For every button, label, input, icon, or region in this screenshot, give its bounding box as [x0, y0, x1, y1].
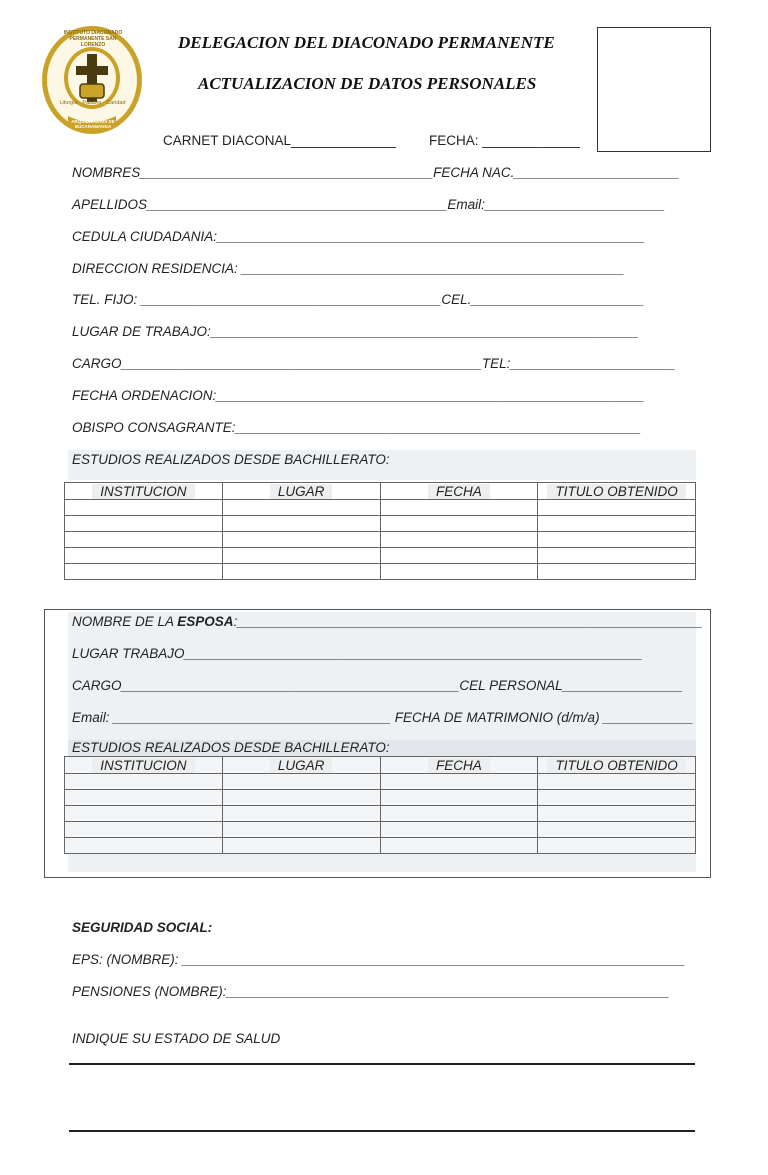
column-header: FECHA	[380, 757, 538, 774]
table-cell[interactable]	[65, 822, 223, 838]
table-cell[interactable]	[65, 500, 223, 516]
logo-ribbon-text: Liturgia · Palabra · Caridad	[59, 100, 126, 106]
table-cell[interactable]	[65, 548, 223, 564]
health-answer-line-2[interactable]	[69, 1130, 695, 1132]
cargo-field[interactable]: CARGO________________________________________________TEL:______________________	[72, 356, 676, 371]
table-cell[interactable]	[380, 774, 538, 790]
table-cell[interactable]	[538, 548, 696, 564]
esposa-lugar-trabajo-field[interactable]: LUGAR TRABAJO_____________________________________________________________	[72, 646, 643, 661]
fecha-ordenacion-field[interactable]: FECHA ORDENACION:_________________________________________________________	[72, 388, 645, 403]
spouse-studies-table	[64, 756, 696, 854]
table-cell[interactable]	[380, 548, 538, 564]
table-header-row	[65, 757, 696, 774]
column-header: INSTITUCION	[65, 483, 223, 500]
logo-bottom-text: ARQUIDIOCESIS DE BUCARAMANGA	[71, 119, 115, 129]
table-cell[interactable]	[538, 564, 696, 580]
lugar-trabajo-field[interactable]: LUGAR DE TRABAJO:_________________________________________________________	[72, 324, 639, 339]
org-title: DELEGACION DEL DIACONADO PERMANENTE	[178, 33, 555, 52]
table-cell[interactable]	[222, 822, 380, 838]
esposa-cargo-field[interactable]: CARGO_____________________________________________CEL PERSONAL________________	[72, 678, 683, 693]
table-row	[65, 838, 696, 854]
table-row	[65, 500, 696, 516]
fecha-field[interactable]: FECHA: _____________	[429, 133, 580, 148]
nombre-esposa-suffix: :______________________________________________________________	[233, 614, 703, 629]
table-cell[interactable]	[380, 564, 538, 580]
table-cell[interactable]	[380, 822, 538, 838]
table-cell[interactable]	[222, 790, 380, 806]
studies-heading: ESTUDIOS REALIZADOS DESDE BACHILLERATO:	[72, 452, 390, 467]
table-row	[65, 548, 696, 564]
nombre-esposa-bold: ESPOSA	[177, 614, 234, 629]
column-header: LUGAR	[222, 483, 380, 500]
photo-box[interactable]	[597, 27, 711, 152]
logo	[40, 24, 145, 140]
table-cell[interactable]	[538, 500, 696, 516]
table-row	[65, 532, 696, 548]
health-answer-line-1[interactable]	[69, 1063, 695, 1065]
table-header-row	[65, 483, 696, 500]
table-cell[interactable]	[222, 806, 380, 822]
studies-table	[64, 482, 696, 580]
nombre-esposa-field[interactable]	[72, 614, 703, 629]
spouse-studies-heading: ESTUDIOS REALIZADOS DESDE BACHILLERATO:	[72, 740, 390, 755]
table-cell[interactable]	[380, 790, 538, 806]
apellidos-field[interactable]: APELLIDOS________________________________________Email:________________________	[72, 197, 666, 212]
pensiones-field[interactable]: PENSIONES (NOMBRE):___________________________________________________________	[72, 984, 670, 999]
table-row	[65, 516, 696, 532]
table-cell[interactable]	[222, 548, 380, 564]
seguridad-social-heading: SEGURIDAD SOCIAL:	[72, 920, 213, 935]
table-cell[interactable]	[538, 822, 696, 838]
table-cell[interactable]	[65, 564, 223, 580]
column-header: FECHA	[380, 483, 538, 500]
table-row	[65, 790, 696, 806]
table-cell[interactable]	[222, 516, 380, 532]
table-cell[interactable]	[222, 564, 380, 580]
table-cell[interactable]	[380, 516, 538, 532]
column-header: TITULO OBTENIDO	[538, 757, 696, 774]
table-cell[interactable]	[65, 838, 223, 854]
table-cell[interactable]	[538, 806, 696, 822]
table-cell[interactable]	[222, 500, 380, 516]
table-cell[interactable]	[380, 806, 538, 822]
table-row	[65, 822, 696, 838]
table-cell[interactable]	[222, 774, 380, 790]
table-cell[interactable]	[538, 516, 696, 532]
table-cell[interactable]	[65, 532, 223, 548]
column-header: LUGAR	[222, 757, 380, 774]
nombres-field[interactable]: NOMBRES_______________________________________FECHA NAC.______________________	[72, 165, 680, 180]
eps-field[interactable]: EPS: (NOMBRE): ___________________________________________________________________	[72, 952, 686, 967]
table-cell[interactable]	[65, 806, 223, 822]
table-cell[interactable]	[380, 838, 538, 854]
table-cell[interactable]	[538, 774, 696, 790]
table-cell[interactable]	[222, 532, 380, 548]
table-row	[65, 564, 696, 580]
telefono-field[interactable]: TEL. FIJO: ________________________________________CEL._______________________	[72, 292, 645, 307]
column-header: TITULO OBTENIDO	[538, 483, 696, 500]
table-row	[65, 774, 696, 790]
nombre-esposa-prefix: NOMBRE DE LA	[72, 614, 178, 629]
logo-top-text: INSTITUTO DIACONADO PERMANENTE SAN LORENZO	[63, 30, 123, 48]
table-cell[interactable]	[538, 838, 696, 854]
table-cell[interactable]	[380, 500, 538, 516]
column-header: INSTITUCION	[65, 757, 223, 774]
form-title: ACTUALIZACION DE DATOS PERSONALES	[198, 74, 537, 93]
table-cell[interactable]	[65, 516, 223, 532]
table-cell[interactable]	[380, 532, 538, 548]
cedula-field[interactable]: CEDULA CIUDADANIA:_________________________________________________________	[72, 229, 645, 244]
carnet-diaconal-field[interactable]: CARNET DIACONAL______________	[163, 133, 397, 148]
esposa-email-field[interactable]: Email: _____________________________________ FECHA DE MATRIMONIO (d/m/a) ____________	[72, 710, 694, 725]
table-cell[interactable]	[65, 790, 223, 806]
direccion-field[interactable]: DIRECCION RESIDENCIA: ___________________________________________________	[72, 261, 625, 276]
table-row	[65, 806, 696, 822]
table-cell[interactable]	[538, 532, 696, 548]
table-cell[interactable]	[222, 838, 380, 854]
obispo-field[interactable]: OBISPO CONSAGRANTE:______________________________________________________	[72, 420, 641, 435]
estado-salud-label: INDIQUE SU ESTADO DE SALUD	[72, 1031, 281, 1046]
table-cell[interactable]	[538, 790, 696, 806]
table-cell[interactable]	[65, 774, 223, 790]
